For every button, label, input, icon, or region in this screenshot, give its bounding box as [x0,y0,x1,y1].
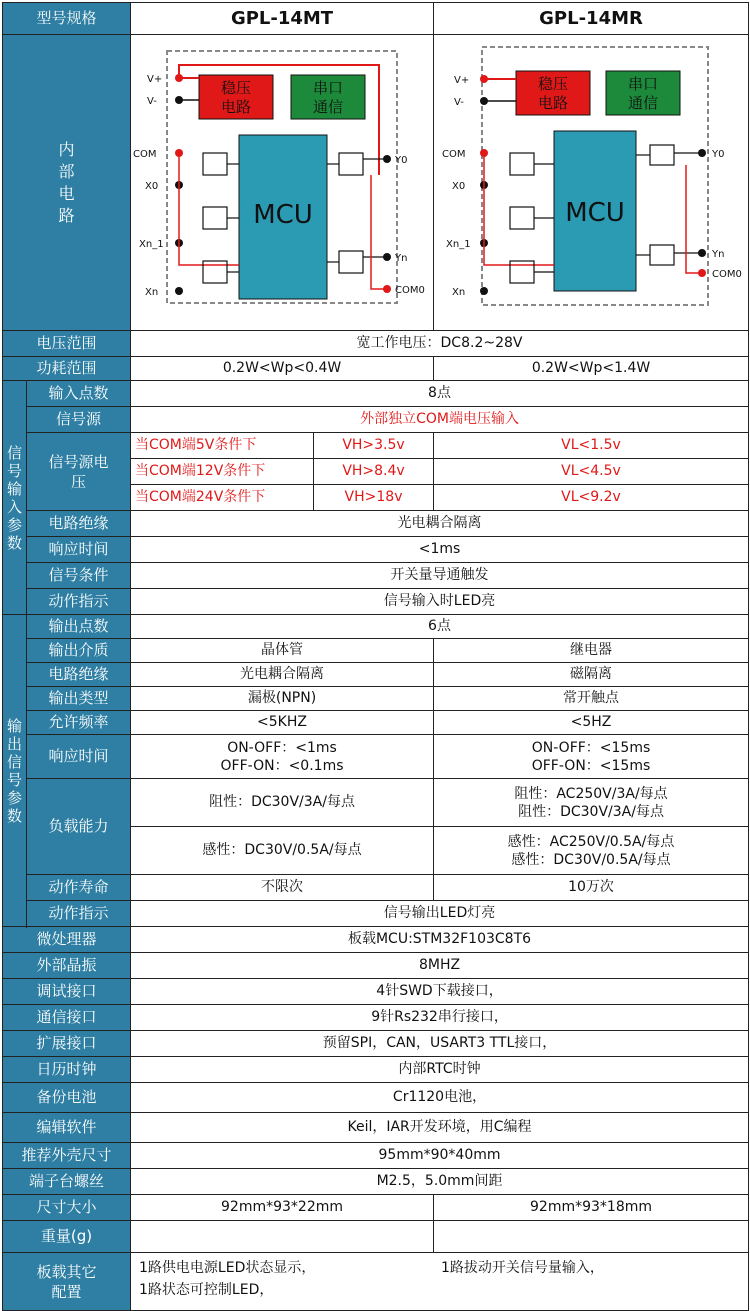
output-response-mr-line2: OFF-ON：<15ms [531,757,651,774]
output-medium-mr: 继电器 [434,639,749,663]
input-isolation-row [3,511,749,537]
spec-row-debug [3,979,749,1005]
input-isolation-value: 光电耦合隔离 [131,511,749,537]
svg-text:X0: X0 [451,181,465,192]
cond-12v-vl: VL<4.5v [434,459,749,485]
cond-24v-vh: VH>18v [314,485,434,511]
spec-debug-label: 调试接口 [3,979,131,1005]
output-response-row [3,735,749,779]
circuit-diagram-mr [436,35,747,325]
spec-software-label: 编辑软件 [3,1113,131,1143]
output-load-res-mt: 阻性：DC30V/3A/每点 [131,779,434,827]
input-response-value: <1ms [131,537,749,563]
input-source-value: 外部独立COM端电压输入 [131,407,749,433]
circuit-mt [131,35,434,331]
svg-text:Xn_1: Xn_1 [445,239,471,250]
input-indicator-label: 动作指示 [27,589,131,615]
svg-text:MCU: MCU [564,198,625,228]
input-points-row [3,381,749,407]
size-row [3,1195,749,1221]
mcu-label: MCU [253,200,313,230]
output-load-ind-mr-line2: 感性：DC30V/0.5A/每点 [511,851,671,868]
other-value [131,1253,749,1311]
spec-row-battery [3,1083,749,1113]
svg-text:COM0: COM0 [711,269,742,280]
spec-row-screw [3,1169,749,1195]
input-condition-row [3,563,749,589]
svg-text:Y0: Y0 [711,149,724,160]
output-load-res-mr [434,779,749,827]
input-indicator-row [3,589,749,615]
spec-row-comm [3,1005,749,1031]
input-condition-value: 开关量导通触发 [131,563,749,589]
output-load-ind-mt: 感性：DC30V/0.5A/每点 [131,827,434,875]
input-source-label: 信号源 [27,407,131,433]
voltage-value: 宽工作电压：DC8.2~28V [131,331,749,357]
power-mt: 0.2W<Wp<0.4W [131,357,434,381]
spec-battery-value: Cr1120电池， [131,1083,749,1113]
input-condition-label: 信号条件 [27,563,131,589]
output-load-ind-mr-line1: 感性：AC250V/0.5A/每点 [507,833,675,850]
svg-text:Yn: Yn [395,253,408,264]
output-indicator-row [3,901,749,927]
cond-12v-vh: VH>8.4v [314,459,434,485]
output-load-ind-mr [434,827,749,875]
cond-5v-vh: VH>3.5v [314,433,434,459]
output-type-mr: 常开触点 [434,687,749,711]
voltage-label: 电压范围 [3,331,131,357]
power-label: 功耗范围 [3,357,131,381]
cond-24v: 当COM端24V条件下 [131,485,314,511]
output-life-mt: 不限次 [131,875,434,901]
cond-5v-vl: VL<1.5v [434,433,749,459]
svg-text:X0: X0 [145,181,159,192]
svg-text:Xn_1: Xn_1 [139,239,164,250]
output-points-row [3,615,749,639]
output-response-mr [434,735,749,779]
output-type-row [3,687,749,711]
input-group-label: 信号输入参数 [3,381,27,615]
voltage-row [3,331,749,357]
weight-mr [434,1221,749,1253]
output-medium-label: 输出介质 [27,639,131,663]
svg-text:稳压: 稳压 [537,75,568,93]
circuit-label: 内部电路 [3,35,131,331]
output-freq-row [3,711,749,735]
input-points-label: 输入点数 [27,381,131,407]
power-row [3,357,749,381]
output-response-mr-line1: ON-OFF：<15ms [531,739,651,756]
svg-text:V-: V- [453,97,464,108]
circuit-mr [434,35,749,331]
serial-label: 串口 [313,79,344,97]
output-freq-mr: <5HZ [434,711,749,735]
spec-row-mcu [3,927,749,953]
spec-housing-label: 推荐外壳尺寸 [3,1143,131,1169]
cond-12v: 当COM端12V条件下 [131,459,314,485]
other-line1: 1路供电电源LED状态显示， [139,1259,316,1276]
output-response-mt [131,735,434,779]
svg-text:通信: 通信 [627,94,658,112]
circuit-row [3,35,749,331]
cond-5v: 当COM端5V条件下 [131,433,314,459]
spec-crystal-value: 8MHZ [131,953,749,979]
svg-text:V+: V+ [147,74,163,85]
output-medium-row [3,639,749,663]
weight-row [3,1221,749,1253]
spec-row-expansion [3,1031,749,1057]
size-mt: 92mm*93*22mm [131,1195,434,1221]
other-row [3,1253,749,1311]
svg-text:V-: V- [147,96,157,107]
model-mr: GPL-14MR [434,3,749,35]
output-load-res-row [3,779,749,827]
svg-text:Yn: Yn [711,249,724,260]
output-life-mr: 10万次 [434,875,749,901]
spec-mcu-value: 板载MCU:STM32F103C8T6 [131,927,749,953]
output-indicator-value: 信号输出LED灯亮 [131,901,749,927]
svg-text:Xn: Xn [451,287,465,298]
output-freq-label: 允许频率 [27,711,131,735]
spec-crystal-label: 外部晶振 [3,953,131,979]
cond-24v-vl: VL<9.2v [434,485,749,511]
spec-expansion-value: 预留SPI，CAN，USART3 TTL接口， [131,1031,749,1057]
size-mr: 92mm*93*18mm [434,1195,749,1221]
input-isolation-label: 电路绝缘 [27,511,131,537]
svg-text:COM: COM [441,149,465,160]
output-type-label: 输出类型 [27,687,131,711]
svg-text:Y0: Y0 [395,155,408,166]
output-isolation-row [3,663,749,687]
output-load-label: 负载能力 [27,779,131,875]
output-medium-mt: 晶体管 [131,639,434,663]
output-response-label: 响应时间 [27,735,131,779]
output-type-mt: 漏极(NPN) [131,687,434,711]
spec-battery-label: 备份电池 [3,1083,131,1113]
spec-comm-label: 通信接口 [3,1005,131,1031]
other-label: 板载其它配置 [3,1253,131,1311]
weight-mt [131,1221,434,1253]
input-points-value: 8点 [131,381,749,407]
svg-text:V+: V+ [453,75,469,86]
spec-screw-value: M2.5，5.0mm间距 [131,1169,749,1195]
output-isolation-mr: 磁隔离 [434,663,749,687]
model-mt: GPL-14MT [131,3,434,35]
input-cond-row-1 [3,433,749,459]
output-load-res-mr-line2: 阻性：DC30V/3A/每点 [518,803,664,820]
spec-expansion-label: 扩展接口 [3,1031,131,1057]
spec-rtc-label: 日历时钟 [3,1057,131,1083]
svg-text:COM: COM [133,149,157,160]
output-group-label: 输出信号参数 [3,615,27,927]
circuit-diagram-mt [131,35,434,325]
other-line2: 1路状态可控制LED， [139,1281,274,1298]
spec-rtc-value: 内部RTC时钟 [131,1057,749,1083]
input-source-row [3,407,749,433]
output-response-mt-line2: OFF-ON：<0.1ms [220,757,344,774]
output-points-label: 输出点数 [27,615,131,639]
spec-mcu-label: 微处理器 [3,927,131,953]
spec-row-rtc [3,1057,749,1083]
other-line3: 1路拔动开关信号量输入， [441,1259,604,1276]
output-indicator-label: 动作指示 [27,901,131,927]
spec-row-crystal [3,953,749,979]
output-freq-mt: <5KHZ [131,711,434,735]
power-mr: 0.2W<Wp<1.4W [434,357,749,381]
spec-software-value: Keil，IAR开发环境，用C编程 [131,1113,749,1143]
spec-comm-value: 9针Rs232串行接口， [131,1005,749,1031]
spec-housing-value: 95mm*90*40mm [131,1143,749,1169]
svg-text:Xn: Xn [145,287,159,298]
weight-label: 重量(g) [3,1221,131,1253]
output-points-value: 6点 [131,615,749,639]
output-isolation-mt: 光电耦合隔离 [131,663,434,687]
spec-row-software [3,1113,749,1143]
spec-debug-value: 4针SWD下载接口， [131,979,749,1005]
input-response-label: 响应时间 [27,537,131,563]
input-response-row [3,537,749,563]
output-load-res-mr-line1: 阻性：AC250V/3A/每点 [514,785,668,802]
size-label: 尺寸大小 [3,1195,131,1221]
spec-screw-label: 端子台螺丝 [3,1169,131,1195]
output-isolation-label: 电路绝缘 [27,663,131,687]
spec-row-housing [3,1143,749,1169]
svg-text:通信: 通信 [313,98,344,116]
input-voltage-label: 信号源电压 [27,433,131,511]
output-response-mt-line1: ON-OFF：<1ms [227,739,337,756]
header-row [3,3,749,35]
output-life-row [3,875,749,901]
spec-table [2,2,749,1311]
regulator-label: 稳压 [221,79,252,97]
svg-text:电路: 电路 [221,98,252,116]
svg-text:串口: 串口 [627,75,658,93]
svg-text:电路: 电路 [537,94,568,112]
input-indicator-value: 信号输入时LED亮 [131,589,749,615]
svg-text:COM0: COM0 [395,285,425,296]
model-label: 型号规格 [3,3,131,35]
output-life-label: 动作寿命 [27,875,131,901]
